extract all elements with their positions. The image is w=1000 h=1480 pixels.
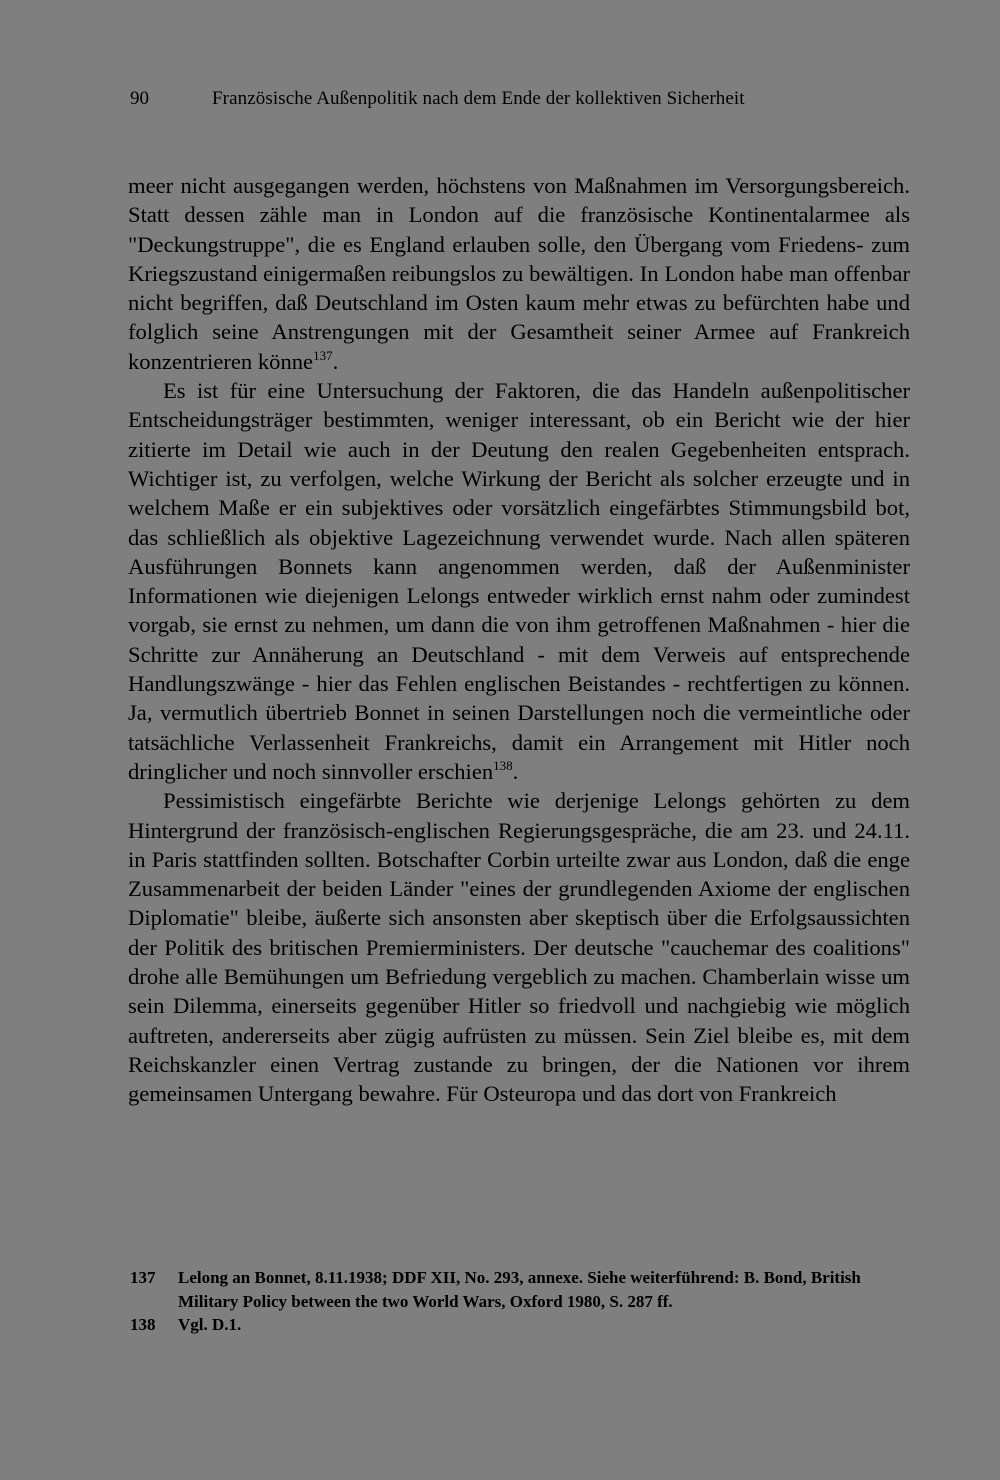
footnote-ref-138[interactable]: 138 (493, 757, 513, 773)
footnote-138 (130, 1313, 910, 1337)
footnote-text: Lelong an Bonnet, 8.11.1938; DDF XII, No. 293, annexe. Siehe weiterführend: B. Bond, British Military Policy between the two World Wars, Oxford 1980, S. 287 ff. (178, 1268, 861, 1311)
footnote-number: 138 (130, 1315, 156, 1334)
paragraph-1-text: meer nicht ausgegangen werden, höchstens von Maßnahmen im Versorgungsbereich. Statt dessen zähle man in London auf die französische Kontinentalarmee als "Deckungstruppe", die es England erlauben solle, den Übergang vom Friedens- zum Kriegszustand einigermaßen reibungslos zu bewältigen. In London habe man offenbar nicht begriffen, daß Deutschland im Osten kaum mehr etwas zu befürchten habe und folglich seine Anstrengungen mit der Gesamtheit seiner Armee auf Frankreich konzentrieren könne (128, 173, 910, 374)
footnote-ref-137[interactable]: 137 (313, 347, 333, 363)
paragraph-3-text: Pessimistisch eingefärbte Berichte wie derjenige Lelongs gehörten zu dem Hintergrund der französisch-englischen Regierungsgespräche, die am 23. und 24.11. in Paris stattfinden sollten. Botschafter Corbin urteilte zwar aus London, daß die enge Zusammenarbeit der beiden Länder "eines der grundlegenden Axiome der englischen Diplomatie" bleibe, äußerte sich ansonsten aber skeptisch über die Erfolgsaussichten der Politik des britischen Premierministers. Der deutsche "cauchemar des coalitions" drohe alle Bemühungen um Befriedung vergeblich zu machen. Chamberlain wisse um sein Dilemma, einerseits gegenüber Hitler so friedvoll und nachgiebig wie möglich auftreten, andererseits aber zügig aufrüsten zu müssen. Sein Ziel bleibe es, mit dem Reichskanzler einen Vertrag zustande zu bringen, der die Nationen vor ihrem gemeinsamen Untergang bewahre. Für Osteuropa und das dort von Frankreich (128, 788, 910, 1107)
page-number: 90 (130, 88, 149, 109)
main-text (128, 171, 910, 1109)
running-header (130, 88, 910, 110)
footnote-text: Vgl. D.1. (178, 1315, 242, 1334)
footnote-number: 137 (130, 1268, 156, 1287)
paragraph-2-text: Es ist für eine Untersuchung der Faktoren, die das Handeln außenpolitischer Entscheidungsträger bestimmten, weniger interessant, ob ein Bericht wie der hier zitierte im Detail wie auch in der Deutung den realen Gegebenheiten entsprach. Wichtiger ist, zu verfolgen, welche Wirkung der Bericht als solcher erzeugte und in welchem Maße er ein subjektives oder vorsätzlich eingefärbtes Stimmungsbild bot, das schließlich als objektive Lagezeichnung verwendet wurde. Nach allen späteren Ausführungen Bonnets kann angenommen werden, daß der Außenminister Informationen wie diejenigen Lelongs entweder wirklich ernst nahm oder zumindest vorgab, sie ernst zu nehmen, um dann die von ihm getroffenen Maßnahmen - hier die Schritte zur Annäherung an Deutschland - mit dem Verweis auf entsprechende Handlungszwänge - hier das Fehlen englischen Beistandes - rechtfertigen zu können. Ja, vermutlich übertrieb Bonnet in seinen Darstellungen noch die vermeintliche oder tatsächliche Verlassenheit Frankreichs, damit ein Arrangement mit Hitler noch dringlicher und noch sinnvoller erschien (128, 378, 910, 784)
footnotes (130, 1266, 910, 1337)
paragraph-3 (128, 786, 910, 1108)
paragraph-1: meer nicht ausgegangen werden, höchstens von Maßnahmen im Versorgungsbereich. Statt dessen zähle man in London auf die französische Kontinentalarmee als "Deckungstruppe", die es England erlauben solle, den Übergang vom Friedens- zum Kriegszustand einigermaßen reibungslos zu bewältigen. In London habe man offenbar nicht begriffen, daß Deutschland im Osten kaum mehr etwas zu befürchten habe und folglich seine Anstrengungen mit der Gesamtheit seiner Armee auf Frankreich konzentrieren könne$^{137}$. (128, 173, 910, 374)
footnote-137 (130, 1266, 910, 1313)
running-title: Französische Außenpolitik nach dem Ende der kollektiven Sicherheit (212, 88, 745, 109)
paragraph-2: Es ist für eine Untersuchung der Faktoren, die das Handeln außenpolitischer Entscheidungsträger bestimmten, weniger interessant, ob ein Bericht wie der hier zitierte im Detail wie auch in der Deutung den realen Gegebenheiten entsprach. Wichtiger ist, zu verfolgen, welche Wirkung der Bericht als solcher erzeugte und in welchem Maße er ein subjektives oder vorsätzlich eingefärbtes Stimmungsbild bot, das schließlich als objektive Lagezeichnung verwendet wurde. Nach allen späteren Ausführungen Bonnets kann angenommen werden, daß der Außenminister Informationen wie diejenigen Lelongs entweder wirklich ernst nahm oder zumindest vorgab, sie ernst zu nehmen, um dann die von ihm getroffenen Maßnahmen - hier die Schritte zur Annäherung an Deutschland - mit dem Verweis auf entsprechende Handlungszwänge - hier das Fehlen englischen Beistandes - rechtfertigen zu können. Ja, vermutlich übertrieb Bonnet in seinen Darstellungen noch die vermeintliche oder tatsächliche Verlassenheit Frankreichs, damit ein Arrangement mit Hitler noch dringlicher und noch sinnvoller erschien$^{138}$. (128, 378, 910, 784)
